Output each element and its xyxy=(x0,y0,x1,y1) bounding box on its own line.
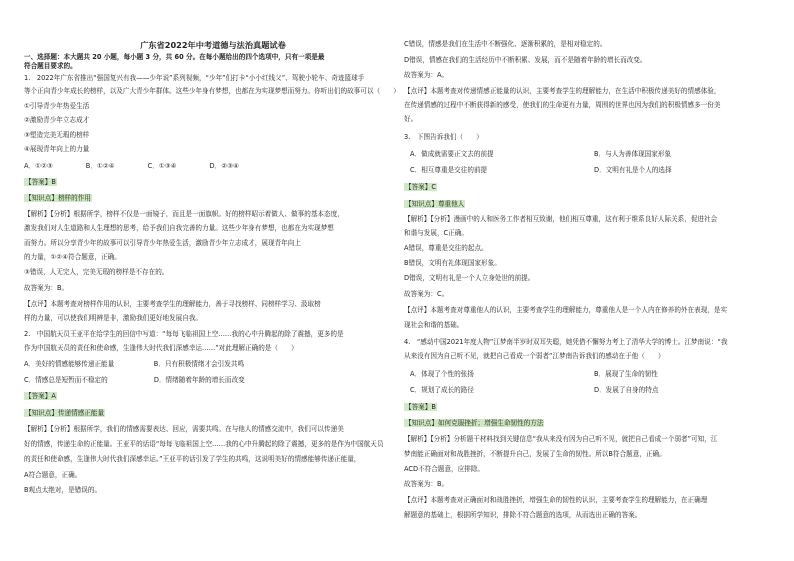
analysis: C错误，情感是我们在生活中不断强化、逐渐积累的，是相对稳定的。 xyxy=(404,40,607,48)
analysis: 梦南能正确面对和战胜挫折，不断提升自己，发展了生命的韧性。所以B符合题意，正确。 xyxy=(404,450,666,458)
knowledge-point: 【知识点】榜样的作用 xyxy=(25,194,91,202)
option-d: D．发展了自身的特点 xyxy=(594,386,659,394)
question-2: 作为中国航天员的责任和使命感，生逢伟大时代我们深感幸运……”对此理解正确的是（ ） xyxy=(24,344,298,352)
answer: 【答案】A xyxy=(25,392,56,400)
option-d: D．文明有礼是个人的选择 xyxy=(594,166,672,174)
option-b: B．展现了生命的韧性 xyxy=(594,370,658,378)
comment: 样的力量，可以使我们明辨是非，激励我们更好地发展自我。 xyxy=(24,314,203,322)
answer: 【答案】B xyxy=(405,403,436,411)
analysis: B观点太绝对，是错误的。 xyxy=(24,486,102,494)
comment: 【点评】本题考查对传递情感正能量的认识，主要考查学生的理解能力，在生活中积极传递美好的情感体验， xyxy=(404,87,721,95)
knowledge-point: 【知识点】如何克服挫折；增强生命韧性的方法 xyxy=(405,419,544,427)
options: A．①②③ B．①②④ C．①③④ D．②③④ xyxy=(24,162,239,170)
comment: 现社会和谐的基础。 xyxy=(404,321,464,329)
comment: 解题意的基础上，根据所学知识，排除不符合题意的选项，从而选出正确的答案。 xyxy=(404,511,642,519)
statement: ④展现青年向上的力量 xyxy=(24,145,90,153)
answer-text: 故答案为：B。 xyxy=(404,480,449,488)
analysis: A错误，尊重是交往的起点。 xyxy=(404,244,488,252)
analysis: A符合题意，正确。 xyxy=(24,471,82,479)
comment: 在传递情感的过程中不断获得新的感受，使我们的生命更有力量，周围的世界也因为我们的积极情感多一份美 xyxy=(404,101,721,109)
option-c: C．相互尊重是交往的前提 xyxy=(410,166,488,174)
section-heading: 符合题目要求的。 xyxy=(24,62,77,70)
answer: 【答案】C xyxy=(405,183,436,191)
option-a: A．做成就需要正文去的前提 xyxy=(410,150,494,158)
question-2: 2. 中国航天员王亚平在给学生的回信中写道：“每每飞临祖国上空……我的心中升腾起的除了震撼，更多的是 xyxy=(24,330,344,338)
comment: 【点评】本题考查对尊重他人的认识，主要考查学生的理解能力，尊重他人是一个人内在修养的外在表现，是实 xyxy=(404,306,728,314)
analysis: 的责任和使命感，生逢伟大时代我们深感幸运。”王亚平的话引发了学生的共鸣，这说明美好的情感能够传递正能量， xyxy=(24,455,361,463)
analysis: 而努力。所以分享青少年的故事可以引导青少年热爱生活，激励青少年立志成才，展现青年向上 xyxy=(24,239,301,247)
knowledge-point: 【知识点】尊重他人 xyxy=(405,200,465,208)
statement: ①引导青少年热爱生活 xyxy=(24,102,90,110)
comment: 好。 xyxy=(404,115,418,123)
question-3: 3. 下图告诉我们（ ） xyxy=(404,133,483,141)
options: C．情感总是短暂而不稳定的 D．情绪随着年龄的增长而改变 xyxy=(24,376,245,384)
answer-text: 故答案为：B。 xyxy=(24,284,69,292)
analysis: 好的情感，传递生命的正能量。王亚平的话语“每每飞临祖国上空……我的心中升腾起的除了震撼，更多的是作为中国航天员 xyxy=(24,440,384,448)
analysis: ③错误，人无完人，完美无瑕的榜样是不存在的。 xyxy=(24,268,169,276)
option-b: B．与人为善体现国家形象 xyxy=(594,150,672,158)
statement: ③塑造完美无瑕的榜样 xyxy=(24,131,90,139)
analysis: ACD不符合题意，应排除。 xyxy=(404,465,485,473)
analysis: 的力量，①②④符合题意，正确。 xyxy=(24,253,121,261)
comment: 【点评】本题考查对正确面对和战胜挫折，增强生命的韧性的认识，主要考查学生的理解能力，在正确理 xyxy=(404,496,708,504)
question-1: 等个正向青少年成长的榜样，以及广大青少年群体。这些少年身有梦想，也都在为实现梦想而努力。你听出们的故事可以（ ） xyxy=(24,87,400,95)
analysis: B错误，文明有礼体现国家形象。 xyxy=(404,259,501,267)
analysis: D错误，文明有礼是一个人立身处世的前提。 xyxy=(404,274,535,282)
answer-text: 故答案为：C。 xyxy=(404,290,449,298)
comment: 【点评】本题考查对榜样作用的认识，主要考查学生的理解能力，善于寻找榜样、同榜样学习、汲取榜 xyxy=(24,300,321,308)
analysis: 【解析】【分析】根据所学，榜样不仅是一面镜子，而且是一面旗帜。好的榜样昭示着做人、做事的基本态度， xyxy=(24,210,344,218)
answer-text: 故答案为：A。 xyxy=(404,71,449,79)
analysis: D错误，情感在我们的生活经历中不断积累、发展，而不是随着年龄的增长而改变。 xyxy=(404,56,647,64)
statement: ②激励青少年立志成才 xyxy=(24,116,90,124)
question-1: 1. 2022年广东省推出“强国复兴有我——少年说”系列视频，“少年”们打卡“小小红线父”、驾驶小轮车、奇迹篮球手 xyxy=(24,74,365,82)
section-heading: 一、选择题：本大题共 20 小题，每小题 3 分，共 60 分。在每小题给出的四个选项中，只有一项是最 xyxy=(24,53,325,61)
knowledge-point: 【知识点】传递情感正能量 xyxy=(25,409,105,417)
analysis: 【解析】【分析】分析题干材料找到关键信息“我从来没有因为自己听不见，就把自己看成一个弱者”可知，江 xyxy=(404,435,718,443)
option-a: A．体现了个性的张扬 xyxy=(410,370,474,378)
options: A．美好的情感能够传递正能量 B．只有积极情绪才会引发共鸣 xyxy=(24,360,245,368)
page-title: 广东省2022年中考道德与法治真题试卷 xyxy=(140,40,286,50)
option-c: C．规划了成长的路径 xyxy=(410,386,474,394)
analysis: 【解析】【分析】根据所学，我们的情感需要表达、回应，需要共鸣。在与他人的情感交流中，我们可以传递美 xyxy=(24,425,344,433)
analysis: 和谐与发展，C正确。 xyxy=(404,229,468,237)
question-4: 从来没有因为自己听不见，就把自己看成一个弱者”江梦南告诉我们的感动在于他（ ） xyxy=(404,352,665,360)
analysis: 【解析】【分析】漫画中的人和医务工作者相互致谢，他们相互尊重，这有利于维系良好人际关系，促进社会 xyxy=(404,215,718,223)
answer: 【答案】B xyxy=(25,178,56,186)
question-4: 4. “感动中国2021年度人物”江梦南半岁时双耳失聪，她凭借不懈努力考上了清华大学的博士。江梦南说：“我 xyxy=(404,338,728,346)
analysis: 激发我们对人生道路和人生理想的思考，给予我们自我完善的力量。这些少年身有梦想，也都在为实现梦想 xyxy=(24,224,334,232)
